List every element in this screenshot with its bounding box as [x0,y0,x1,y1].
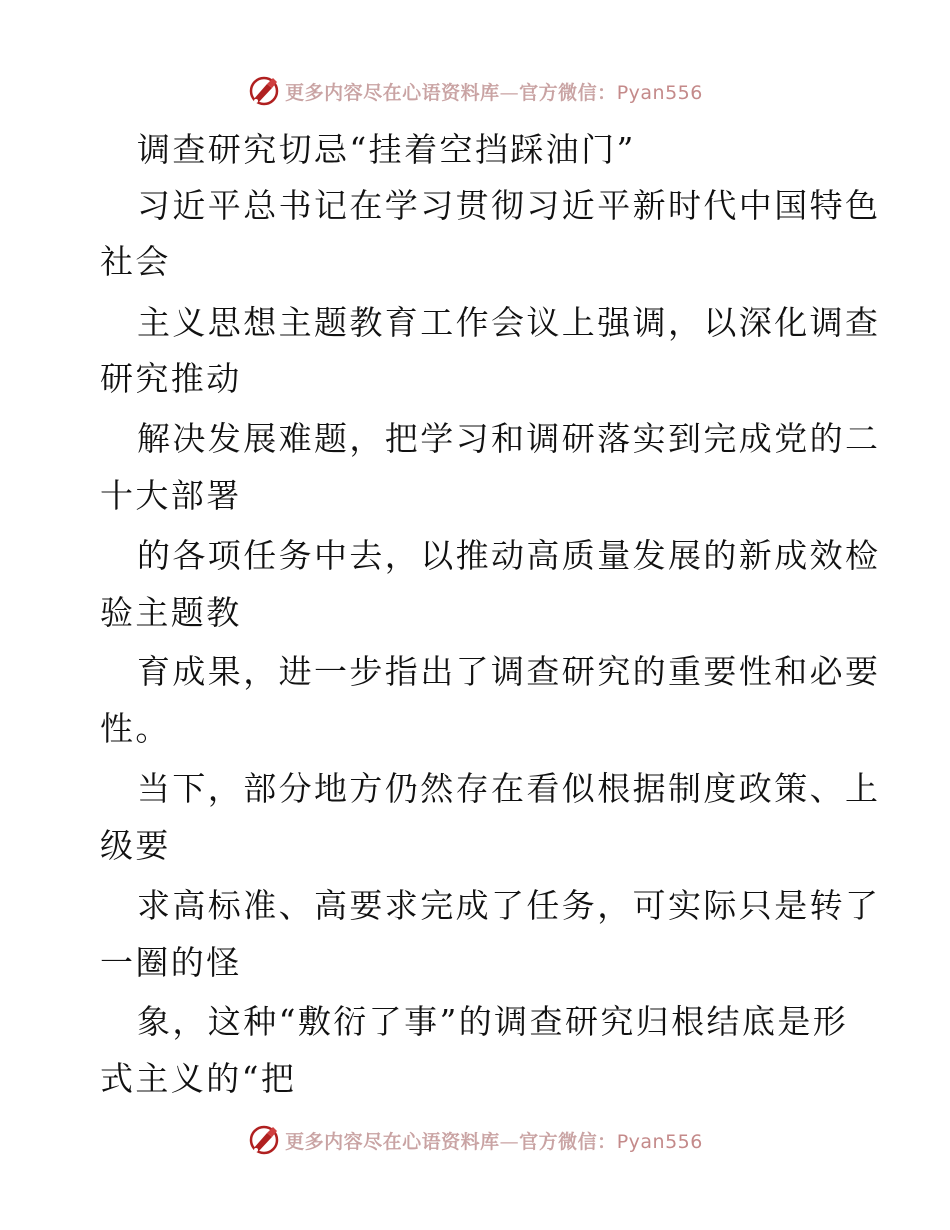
text-line: 习近平总书记在学习贯彻习近平新时代中国特色 [137,186,881,225]
watermark-wechat-id: Pyan556 [616,81,703,104]
text-line: 研究推动 [100,359,242,398]
pen-logo-icon [247,1123,281,1157]
text-line: 一圈的怪 [100,943,242,982]
text-line: 验主题教 [100,593,242,632]
watermark-wechat-id: Pyan556 [616,1130,703,1153]
text-line: 解决发展难题，把学习和调研落实到完成党的二 [137,419,881,458]
text-line: 社会 [100,242,171,281]
watermark-wechat-label: 官方微信： [519,81,617,104]
watermark-wechat-label: 官方微信： [519,1130,617,1153]
text-line: 的各项任务中去，以推动高质量发展的新成效检 [137,536,881,575]
text-line: 主义思想主题教育工作会议上强调，以深化调查 [137,303,881,342]
watermark-separator: — [499,1130,520,1153]
footer-watermark [0,1118,950,1162]
document-title: 调查研究切忌“挂着空挡踩油门” [137,130,636,169]
text-line: 十大部署 [100,476,242,515]
text-line: 求高标准、高要求完成了任务，可实际只是转了 [137,886,881,925]
text-line: 式主义的“把 [100,1059,297,1098]
watermark-site: 更多内容尽在心语资料库 [285,81,500,104]
header-watermark [0,69,950,113]
watermark-separator: — [499,81,520,104]
watermark-site: 更多内容尽在心语资料库 [285,1130,500,1153]
text-line: 象，这种“敷衍了事”的调查研究归根结底是形 [137,1002,849,1041]
text-line: 当下，部分地方仍然存在看似根据制度政策、上 [137,769,881,808]
text-line: 性。 [100,709,171,748]
text-line: 育成果，进一步指出了调查研究的重要性和必要 [137,652,881,691]
pen-logo-icon [247,74,281,108]
text-line: 级要 [100,826,171,865]
